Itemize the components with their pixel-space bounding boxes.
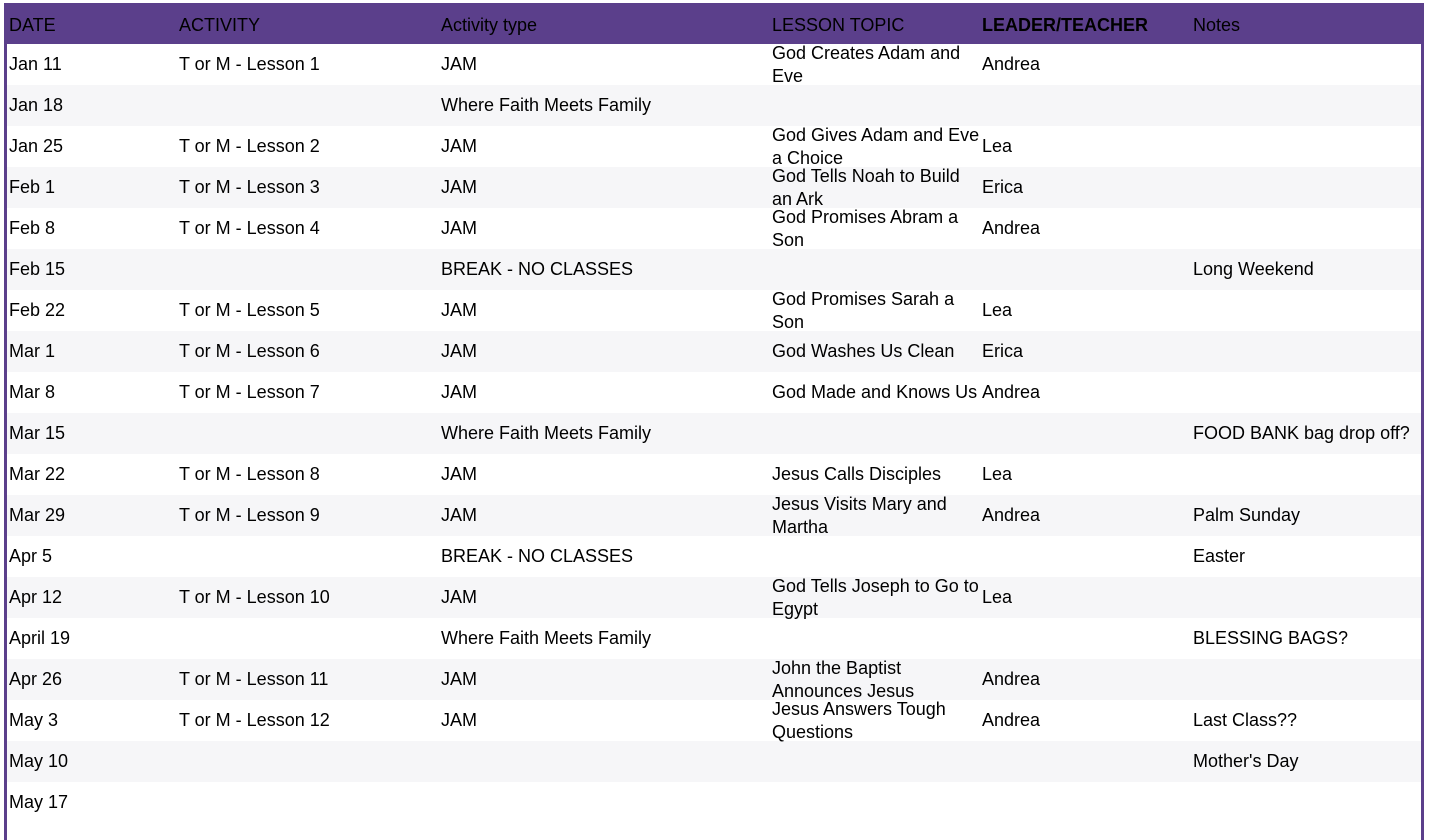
cell-date: Jan 25 [9, 136, 64, 156]
cell-notes: Easter [1193, 546, 1246, 566]
cell-leader: Andrea [982, 505, 1041, 525]
cell-date: Apr 12 [9, 587, 63, 607]
cell-date: Mar 1 [9, 341, 56, 361]
table-row [7, 536, 1421, 577]
table-row [7, 249, 1421, 290]
table-row [7, 290, 1421, 331]
cell-activity-type: Where Faith Meets Family [441, 95, 652, 115]
cell-activity: T or M - Lesson 2 [179, 136, 320, 156]
table-row [7, 454, 1421, 495]
cell-date: Feb 22 [9, 300, 66, 320]
cell-lesson-topic: God Washes Us Clean [772, 341, 955, 361]
cell-date: Jan 11 [9, 54, 62, 74]
table-body [7, 44, 1421, 823]
cell-activity-type: JAM [441, 382, 477, 402]
header-activity: ACTIVITY [179, 14, 261, 35]
cell-activity: T or M - Lesson 10 [179, 587, 330, 607]
cell-activity-type: JAM [441, 177, 477, 197]
cell-activity-type: JAM [441, 464, 477, 484]
cell-date: Feb 1 [9, 177, 56, 197]
cell-activity-type: JAM [441, 300, 477, 320]
cell-activity-type: JAM [441, 136, 477, 156]
schedule-table [4, 3, 1424, 840]
cell-leader: Lea [982, 300, 1013, 320]
cell-activity-type: JAM [441, 710, 477, 730]
cell-activity: T or M - Lesson 1 [179, 54, 320, 74]
cell-date: May 10 [9, 751, 69, 771]
cell-lesson-topic: Jesus Visits Mary and Martha [772, 493, 947, 537]
cell-notes: Long Weekend [1193, 259, 1314, 279]
table-row [7, 413, 1421, 454]
cell-lesson-topic: Jesus Answers Tough Questions [772, 698, 946, 742]
table-header [7, 6, 1421, 44]
cell-activity-type: JAM [441, 54, 477, 74]
cell-activity: T or M - Lesson 5 [179, 300, 320, 320]
cell-leader: Lea [982, 136, 1013, 156]
header-notes: Notes [1193, 14, 1241, 35]
cell-activity-type: BREAK - NO CLASSES [441, 259, 634, 279]
table-row [7, 495, 1421, 536]
cell-activity-type: Where Faith Meets Family [441, 423, 652, 443]
header-leader: LEADER/TEACHER [982, 14, 1149, 35]
table-row [7, 741, 1421, 782]
cell-activity: T or M - Lesson 4 [179, 218, 320, 238]
cell-date: Mar 29 [9, 505, 66, 525]
cell-date: Mar 8 [9, 382, 56, 402]
cell-lesson-topic: God Promises Sarah a Son [772, 288, 955, 332]
cell-activity-type: JAM [441, 505, 477, 525]
cell-lesson-topic: God Tells Noah to Build an Ark [772, 165, 960, 209]
cell-activity: T or M - Lesson 12 [179, 710, 330, 730]
header-lesson-topic: LESSON TOPIC [772, 14, 905, 35]
cell-leader: Andrea [982, 218, 1041, 238]
cell-lesson-topic: God Made and Knows Us [772, 382, 978, 402]
cell-activity: T or M - Lesson 6 [179, 341, 320, 361]
cell-date: Jan 18 [9, 95, 64, 115]
cell-leader: Erica [982, 341, 1024, 361]
cell-activity: T or M - Lesson 8 [179, 464, 320, 484]
table-row [7, 618, 1421, 659]
cell-date: Feb 15 [9, 259, 66, 279]
cell-lesson-topic: God Creates Adam and Eve [772, 42, 961, 86]
table-row [7, 167, 1421, 208]
cell-lesson-topic: Jesus Calls Disciples [772, 464, 942, 484]
cell-notes: Mother's Day [1193, 751, 1299, 771]
table-row [7, 85, 1421, 126]
cell-lesson-topic: John the Baptist Announces Jesus [772, 657, 915, 701]
table-row [7, 44, 1421, 85]
cell-activity-type: JAM [441, 587, 477, 607]
cell-activity: T or M - Lesson 11 [179, 669, 329, 689]
cell-date: Apr 26 [9, 669, 63, 689]
cell-leader: Erica [982, 177, 1024, 197]
cell-activity: T or M - Lesson 3 [179, 177, 320, 197]
cell-notes: Last Class?? [1193, 710, 1298, 730]
cell-leader: Andrea [982, 669, 1041, 689]
cell-activity-type: BREAK - NO CLASSES [441, 546, 634, 566]
cell-date: Feb 8 [9, 218, 56, 238]
cell-activity-type: Where Faith Meets Family [441, 628, 652, 648]
cell-activity: T or M - Lesson 9 [179, 505, 320, 525]
header-date: DATE [9, 14, 56, 35]
cell-date: April 19 [9, 628, 71, 648]
table-row [7, 126, 1421, 167]
cell-date: Mar 15 [9, 423, 66, 443]
table-row [7, 577, 1421, 618]
cell-activity-type: JAM [441, 218, 477, 238]
cell-leader: Andrea [982, 710, 1041, 730]
cell-date: Apr 5 [9, 546, 53, 566]
header-activity-type: Activity type [441, 14, 538, 35]
cell-leader: Lea [982, 587, 1013, 607]
cell-activity: T or M - Lesson 7 [179, 382, 320, 402]
table-row [7, 372, 1421, 413]
cell-activity-type: JAM [441, 341, 477, 361]
table-row [7, 782, 1421, 823]
table-row [7, 700, 1421, 741]
cell-notes: Palm Sunday [1193, 505, 1301, 525]
cell-date: May 17 [9, 792, 69, 812]
cell-lesson-topic: God Gives Adam and Eve a Choice [772, 124, 980, 168]
cell-notes: BLESSING BAGS? [1193, 628, 1349, 648]
table-row [7, 331, 1421, 372]
cell-lesson-topic: God Promises Abram a Son [772, 206, 959, 250]
cell-leader: Lea [982, 464, 1013, 484]
cell-activity-type: JAM [441, 669, 477, 689]
table-row [7, 208, 1421, 249]
cell-leader: Andrea [982, 382, 1041, 402]
cell-notes: FOOD BANK bag drop off? [1193, 423, 1410, 443]
cell-date: May 3 [9, 710, 59, 730]
table-row [7, 659, 1421, 700]
cell-leader: Andrea [982, 54, 1041, 74]
cell-lesson-topic: God Tells Joseph to Go to Egypt [772, 575, 979, 619]
cell-date: Mar 22 [9, 464, 66, 484]
